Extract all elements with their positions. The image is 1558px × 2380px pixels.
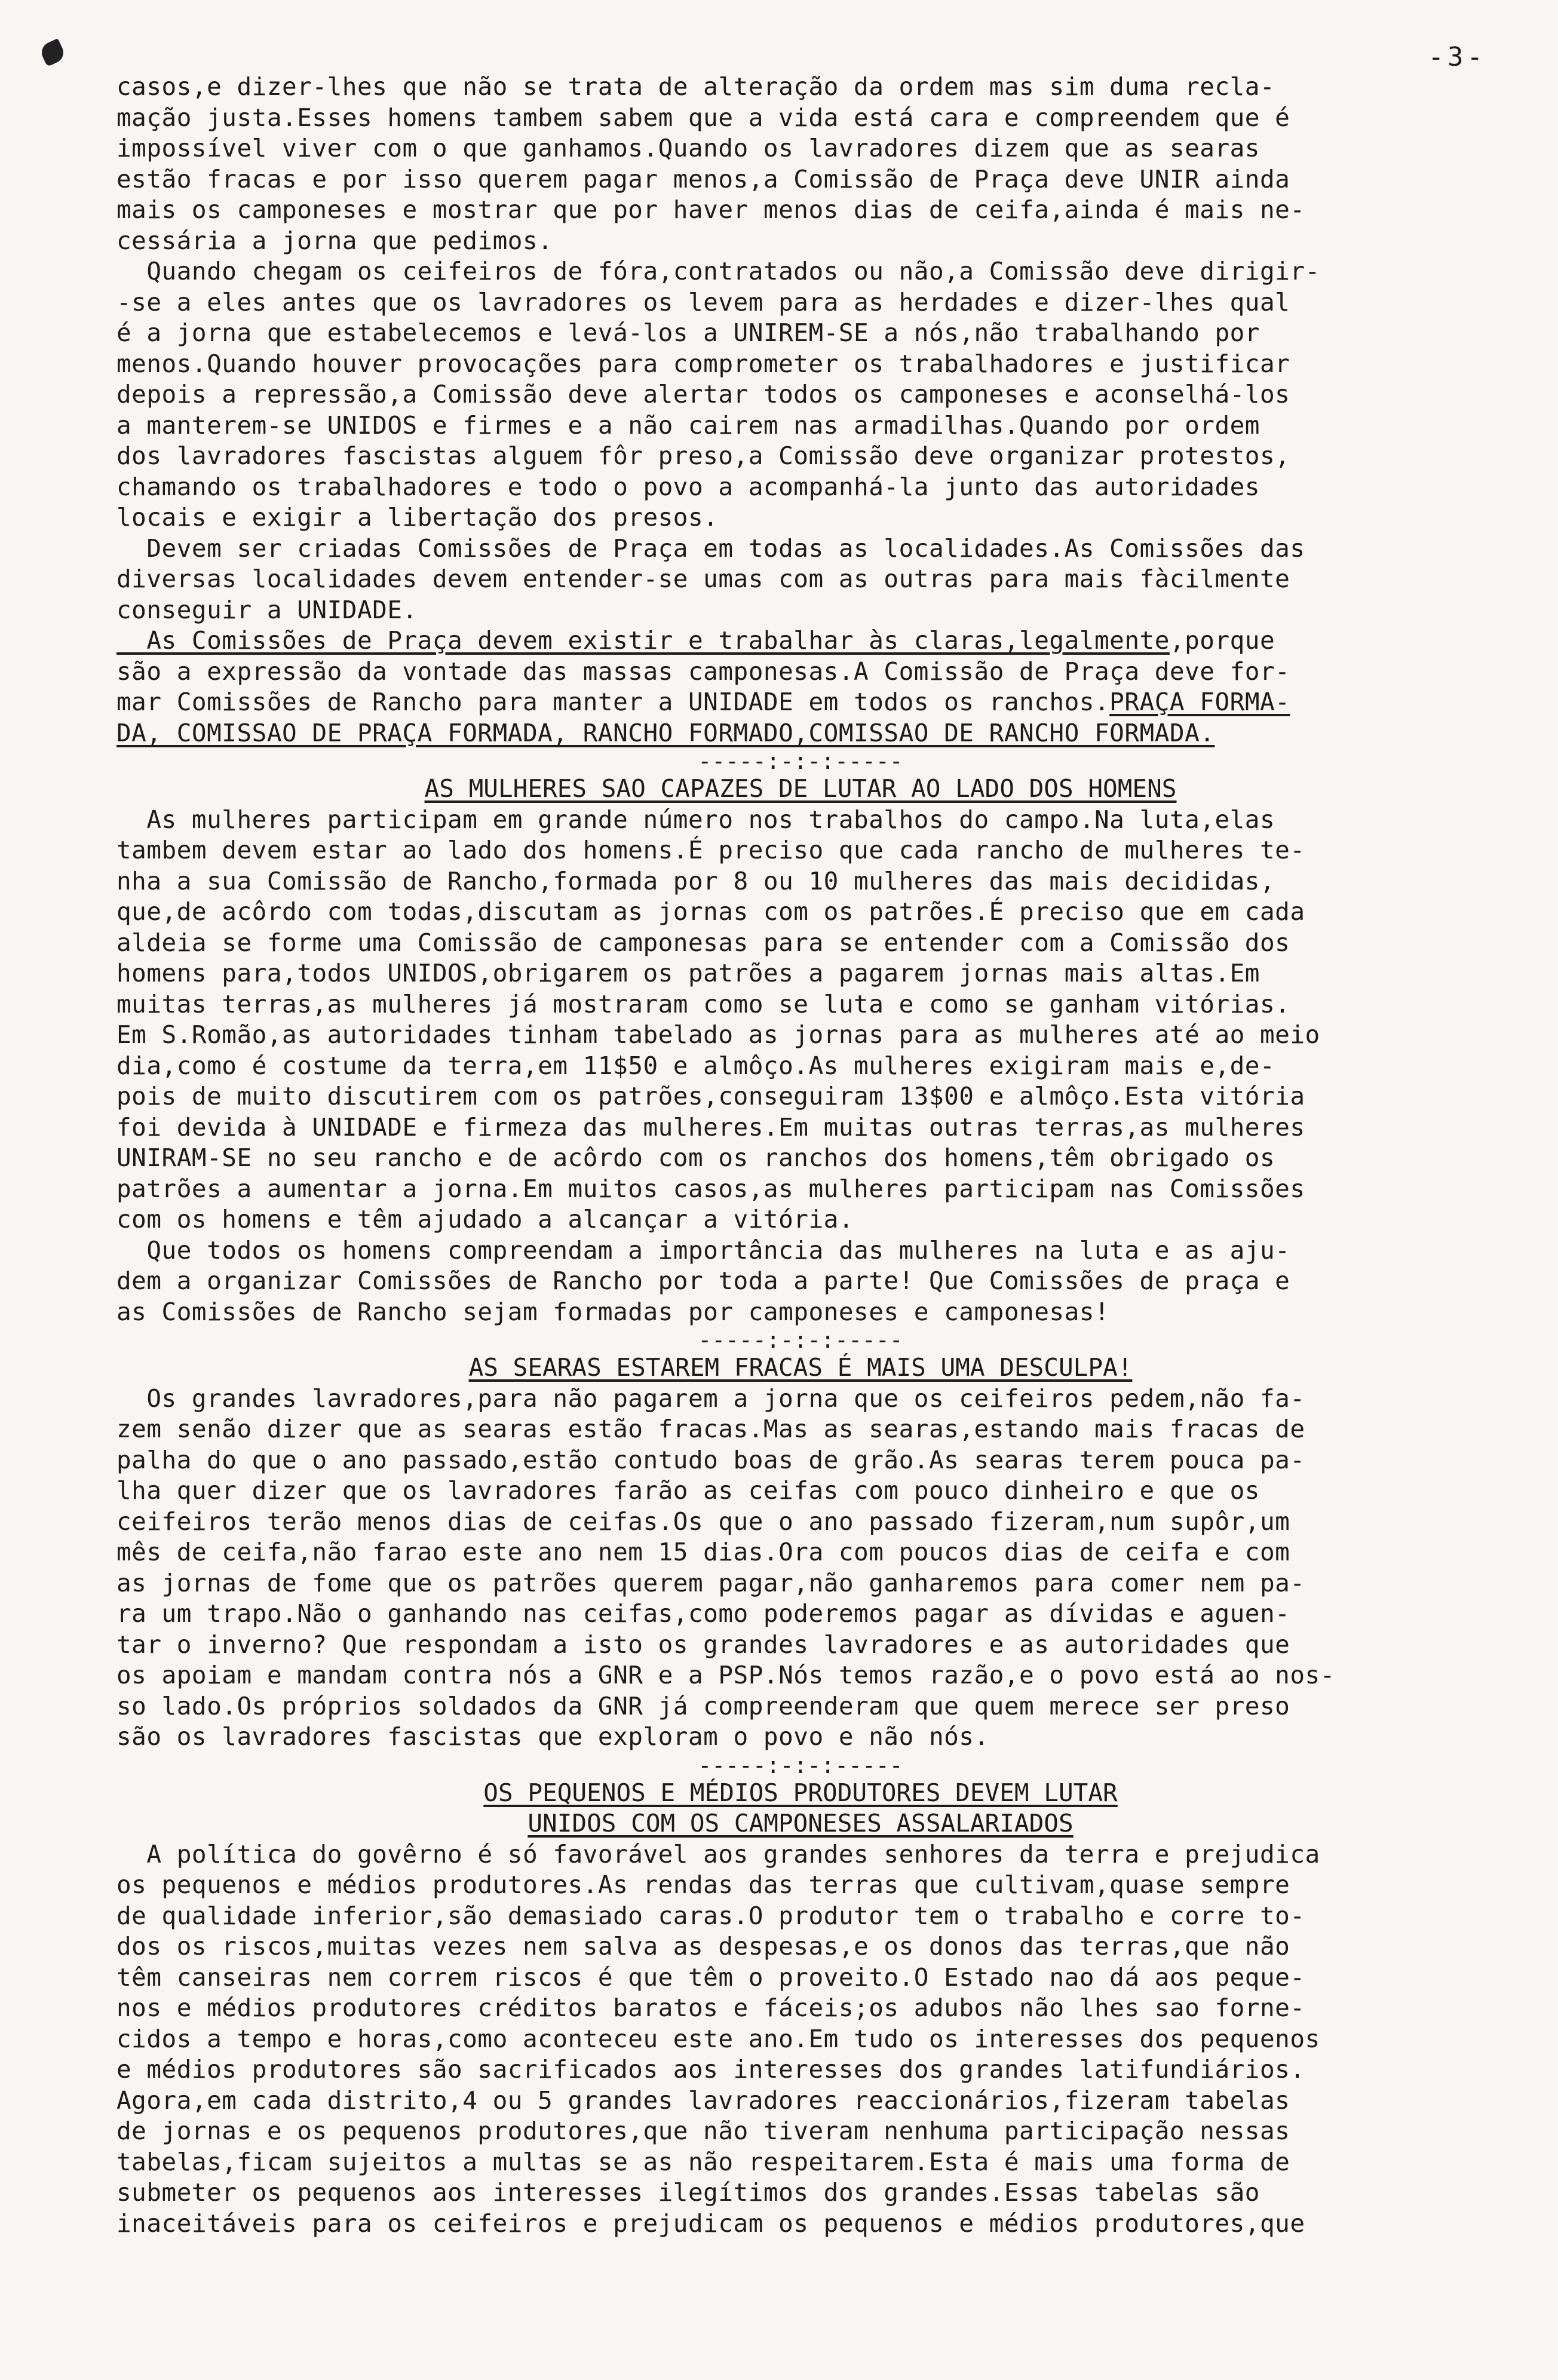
text-line: dos os riscos,muitas vezes nem salva as despesas,e os donos das terras,que não	[116, 1932, 1290, 1961]
text-line: A política do govêrno é só favorável aos grandes senhores da terra e prejudica	[116, 1839, 1320, 1869]
heading-text: UNIDOS COM OS CAMPONESES ASSALARIADOS	[527, 1809, 1074, 1838]
section-divider: -----:-:-:-----	[698, 1327, 903, 1353]
text-line: UNIRAM-SE no seu rancho e de acôrdo com os ranchos dos homens,têm obrigado os	[116, 1143, 1275, 1172]
text-line: estão fracas e por isso querem pagar menos,a Comissão de Praça deve UNIR ainda	[116, 164, 1290, 194]
text-line: Quando chegam os ceifeiros de fóra,contratados ou não,a Comissão deve dirigir-	[116, 257, 1320, 286]
heading-text: AS SEARAS ESTAREM FRACAS É MAIS UMA DESCULPA!	[468, 1353, 1133, 1382]
text-line: tabelas,ficam sujeitos a multas se as não respeitarem.Esta é mais uma forma de	[116, 2147, 1290, 2176]
text-line: depois a repressão,a Comissão deve alertar todos os camponeses e aconselhá-los	[116, 380, 1290, 409]
text-line: as Comissões de Rancho sejam formadas por camponeses e camponesas!	[116, 1297, 1110, 1326]
text-line: nha a sua Comissão de Rancho,formada por 8 ou 10 mulheres das mais decididas,	[116, 866, 1275, 895]
text-line: palha do que o ano passado,estão contudo boas de grão.As searas terem pouca pa-	[116, 1445, 1305, 1474]
text-line: os apoiam e mandam contra nós a GNR e a PSP.Nós temos razão,e o povo está ao nos-	[116, 1661, 1335, 1689]
text-line: é a jorna que estabelecemos e levá-los a UNIREM-SE a nós,não trabalhando por	[116, 318, 1260, 347]
document-page	[116, 72, 1485, 2239]
text-line: patrões a aumentar a jorna.Em muitos casos,as mulheres participam nas Comissões	[116, 1174, 1305, 1203]
text-line: chamando os trabalhadores e todo o povo a acompanhá-la junto das autoridades	[116, 472, 1260, 501]
slogan-text: PRAÇA FORMA-	[1109, 688, 1290, 716]
text-line: so lado.Os próprios soldados da GNR já compreenderam que quem merece ser preso	[116, 1691, 1290, 1720]
text-line: conseguir a UNIDADE.	[116, 595, 418, 624]
text-line: com os homens e têm ajudado a alcançar a vitória.	[116, 1205, 854, 1234]
text-line: zem senão dizer que as searas estão fracas.Mas as searas,estando mais fracas de	[116, 1415, 1305, 1443]
text-fragment: ,porque	[1169, 626, 1275, 655]
heading-text: AS MULHERES SAO CAPAZES DE LUTAR AO LADO DOS HOMENS	[424, 774, 1177, 803]
section-divider: -----:-:-:-----	[698, 1752, 903, 1778]
text-line	[116, 687, 1485, 718]
text-line: tambem devem estar ao lado dos homens.É preciso que cada rancho de mulheres te-	[116, 836, 1305, 864]
text-line: dia,como é costume da terra,em 11$50 e almôço.As mulheres exigiram mais e,de-	[116, 1051, 1275, 1080]
section-heading	[116, 1352, 1485, 1384]
text-line: muitas terras,as mulheres já mostraram como se luta e como se ganham vitórias.	[116, 989, 1290, 1019]
section-pequenos-produtores	[116, 1778, 1485, 2240]
ink-blot-mark	[38, 38, 67, 67]
text-line: -se a eles antes que os lavradores os levem para as herdades e dizer-lhes qual	[116, 287, 1290, 317]
text-line: a manterem-se UNIDOS e firmes e a não cairem nas armadilhas.Quando por ordem	[116, 410, 1260, 440]
text-line: são os lavradores fascistas que exploram o povo e não nós.	[116, 1722, 989, 1751]
text-line: nos e médios produtores créditos baratos e fáceis;os adubos não lhes sao forne-	[116, 1993, 1305, 2022]
text-line: As mulheres participam em grande número nos trabalhos do campo.Na luta,elas	[116, 805, 1275, 834]
text-line: Os grandes lavradores,para não pagarem a jorna que os ceifeiros pedem,não fa-	[116, 1384, 1305, 1413]
text-line	[116, 718, 1485, 749]
text-line: as jornas de fome que os patrões querem pagar,não ganharemos para comer nem pa-	[116, 1568, 1305, 1597]
text-line: menos.Quando houver provocações para comprometer os trabalhadores e justificar	[116, 349, 1290, 378]
section-searas	[116, 1352, 1485, 1753]
text-line: Devem ser criadas Comissões de Praça em todas as localidades.As Comissões das	[116, 533, 1305, 563]
slogan-text: DA, COMISSAO DE PRAÇA FORMADA, RANCHO FORMADO,COMISSAO DE RANCHO FORMADA.	[116, 718, 1215, 747]
text-line: mação justa.Esses homens tambem sabem que a vida está cara e compreendem que é	[116, 103, 1290, 132]
text-line: são a expressão da vontade das massas camponesas.A Comissão de Praça deve for-	[116, 657, 1290, 686]
text-line: de qualidade inferior,são demasiado caras.O produtor tem o trabalho e corre to-	[116, 1901, 1305, 1930]
text-line: dem a organizar Comissões de Rancho por toda a parte! Que Comissões de praça e	[116, 1266, 1290, 1295]
text-line: mês de ceifa,não farao este ano nem 15 dias.Ora com poucos dias de ceifa e com	[116, 1538, 1290, 1566]
text-line: os pequenos e médios produtores.As rendas das terras que cultivam,quase sempre	[116, 1870, 1290, 1899]
text-line: Em S.Romão,as autoridades tinham tabelado as jornas para as mulheres até ao meio	[116, 1020, 1320, 1049]
text-line: aldeia se forme uma Comissão de camponesas para se entender com a Comissão dos	[116, 928, 1290, 957]
text-line: Que todos os homens compreendam a importância das mulheres na luta e as aju-	[116, 1235, 1290, 1265]
text-line: mais os camponeses e mostrar que por haver menos dias de ceifa,ainda é mais ne-	[116, 195, 1305, 224]
text-line: casos,e dizer-lhes que não se trata de alteração da ordem mas sim duma recla-	[116, 72, 1275, 101]
section-heading	[116, 774, 1485, 805]
text-line: tar o inverno? Que respondam a isto os grandes lavradores e as autoridades que	[116, 1630, 1290, 1659]
text-line: homens para,todos UNIDOS,obrigarem os patrões a pagarem jornas mais altas.Em	[116, 959, 1260, 987]
text-fragment: mar Comissões de Rancho para manter a UNIDADE em todos os ranchos.	[116, 688, 1110, 716]
text-line: ceifeiros terão menos dias de ceifas.Os que o ano passado fizeram,num supôr,um	[116, 1507, 1290, 1536]
text-line: diversas localidades devem entender-se umas com as outras para mais fàcilmente	[116, 565, 1290, 593]
text-line: cessária a jorna que pedimos.	[116, 226, 553, 255]
text-line: que,de acôrdo com todas,discutam as jornas com os patrões.É preciso que em cada	[116, 897, 1305, 926]
page-number: -3-	[1428, 42, 1486, 72]
text-line: dos lavradores fascistas alguem fôr preso,a Comissão deve organizar protestos,	[116, 441, 1290, 470]
section-comissoes-de-praca	[116, 72, 1485, 749]
text-line: lha quer dizer que os lavradores farão as ceifas com pouco dinheiro e que os	[116, 1476, 1260, 1505]
text-line: cidos a tempo e horas,como aconteceu este ano.Em tudo os interesses dos pequenos	[116, 2024, 1320, 2053]
section-heading	[116, 1778, 1485, 1809]
text-line: ra um trapo.Não o ganhando nas ceifas,como poderemos pagar as dívidas e aguen-	[116, 1599, 1290, 1628]
section-mulheres	[116, 774, 1485, 1327]
underlined-phrase: As Comissões de Praça devem existir e trabalhar às claras,legalmente	[116, 626, 1170, 655]
text-line: submeter os pequenos aos interesses ilegítimos dos grandes.Essas tabelas são	[116, 2178, 1260, 2207]
text-line: Agora,em cada distrito,4 ou 5 grandes lavradores reaccionários,fizeram tabelas	[116, 2085, 1290, 2115]
text-line: locais e exigir a libertação dos presos.	[116, 503, 719, 532]
text-line	[116, 625, 1485, 657]
heading-text: OS PEQUENOS E MÉDIOS PRODUTORES DEVEM LUTAR	[483, 1778, 1118, 1807]
section-divider: -----:-:-:-----	[698, 748, 903, 774]
section-heading	[116, 1808, 1485, 1839]
text-line: têm canseiras nem correm riscos é que têm o proveito.O Estado nao dá aos peque-	[116, 1962, 1305, 1992]
text-line: pois de muito discutirem com os patrões,conseguiram 13$00 e almôço.Esta vitória	[116, 1082, 1305, 1111]
text-line: e médios produtores são sacrificados aos interesses dos grandes latifundiários.	[116, 2055, 1305, 2084]
text-line: inaceitáveis para os ceifeiros e prejudicam os pequenos e médios produtores,que	[116, 2209, 1305, 2238]
text-line: de jornas e os pequenos produtores,que não tiveram nenhuma participação nessas	[116, 2117, 1290, 2145]
text-line: impossível viver com o que ganhamos.Quando os lavradores dizem que as searas	[116, 134, 1260, 162]
text-line: foi devida à UNIDADE e firmeza das mulheres.Em muitas outras terras,as mulheres	[116, 1112, 1305, 1142]
